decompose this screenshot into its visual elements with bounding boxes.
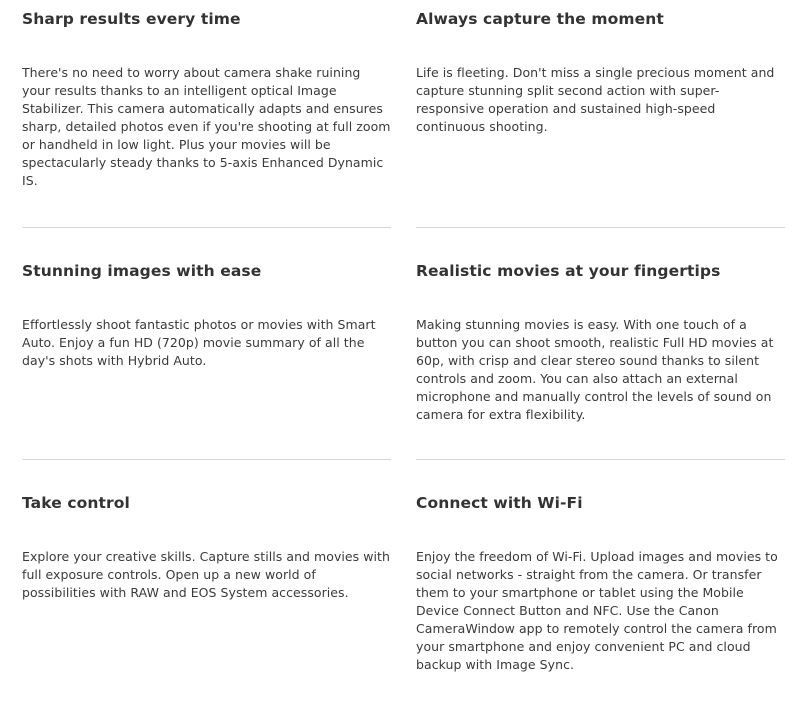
feature-description: Effortlessly shoot fantastic photos or movies with Smart Auto. Enjoy a fun HD (720p) movie summary of all the day's shots with Hybrid Auto.: [22, 317, 376, 368]
feature-description: Enjoy the freedom of Wi-Fi. Upload images and movies to social networks - straight from the camera. Or transfer them to your smartphone or tablet using the Mobile Device Connect Button and NFC. Use the Canon CameraWindow app to remotely control the camera from your smartphone and enjoy convenient PC and cloud backup with Image Sync.: [416, 549, 778, 672]
divider: [22, 227, 391, 228]
feature-title: Connect with Wi-Fi: [416, 494, 583, 512]
feature-description: Explore your creative skills. Capture stills and movies with full exposure controls. Open up a new world of possibilities with RAW and EOS System accessories.: [22, 549, 390, 600]
feature-description: Life is fleeting. Don't miss a single precious moment and capture stunning split second action with super-responsive operation and sustained high-speed continuous shooting.: [416, 65, 775, 134]
feature-description: There's no need to worry about camera shake ruining your results thanks to an intelligent optical Image Stabilizer. This camera automatically adapts and ensures sharp, detailed photos even if you're shooting at full zoom or handheld in low light. Plus your movies will be spectacularly steady thanks to 5-axis Enhanced Dynamic IS.: [22, 65, 391, 188]
feature-title: Stunning images with ease: [22, 262, 262, 280]
feature-capture-moment: [416, 9, 786, 134]
divider: [416, 227, 785, 228]
divider: [22, 459, 391, 460]
feature-title: Take control: [22, 494, 130, 512]
feature-title: Realistic movies at your fingertips: [416, 262, 721, 280]
feature-sharp-results: [22, 9, 392, 188]
feature-title: Sharp results every time: [22, 10, 241, 28]
feature-title: Always capture the moment: [416, 10, 664, 28]
feature-take-control: [22, 493, 392, 600]
feature-connect-wifi: [416, 493, 786, 672]
feature-realistic-movies: [416, 261, 786, 422]
feature-stunning-images: [22, 261, 392, 368]
feature-description: Making stunning movies is easy. With one touch of a button you can shoot smooth, realistic Full HD movies at 60p, with crisp and clear stereo sound thanks to silent controls and zoom. You can also attach an external microphone and manually control the levels of sound on camera for extra flexibility.: [416, 317, 774, 422]
divider: [416, 459, 785, 460]
